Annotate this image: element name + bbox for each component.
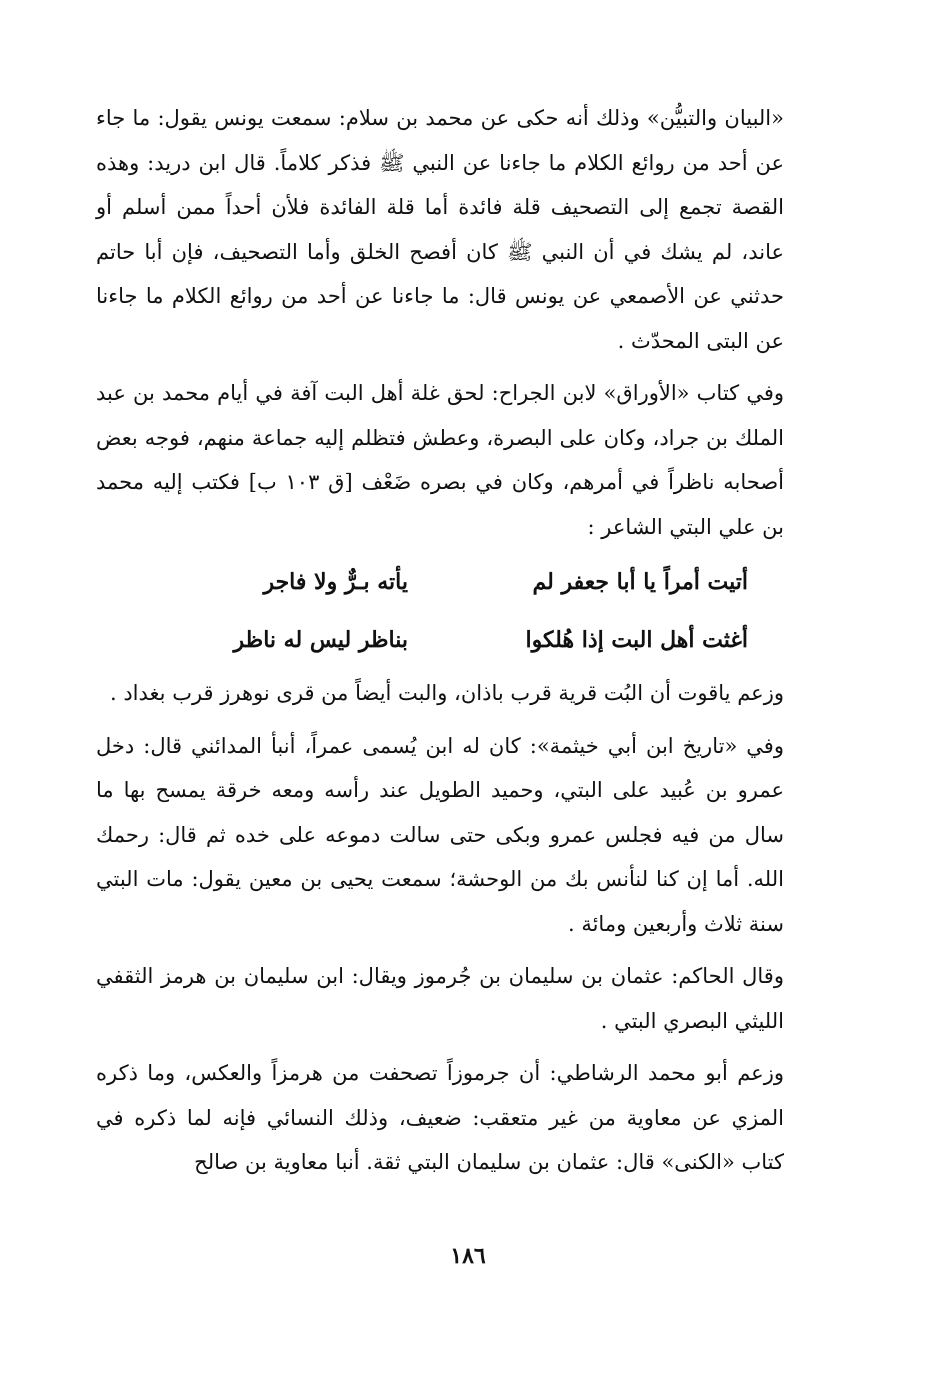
verse-1-second-hemistich: يأته بـرٌّ ولا فاجر [263,569,408,595]
verse-2-second-hemistich: بناظر ليس له ناظر [233,627,408,653]
verse-1-first-hemistich: أتيت أمراً يا أبا جعفر لم [532,569,748,595]
paragraph-bayan-tabyin: «البيان والتبيُّن» وذلك أنه حكى عن محمد بن سلام: سمعت يونس يقول: ما جاء عن أحد من روائع الكلام ما جاءنا عن النبي ﷺ فذكر كلاماً. قال ابن دريد: وهذه القصة تجمع إلى التصحيف قلة فائدة أما قلة الفائدة فلأن أحداً ممن أسلم أو عاند، لم يشك في أن النبي ﷺ كان أفصح الخلق وأما التصحيف، فإن أبا حاتم حدثني عن الأصمعي عن يونس قال: ما جاءنا عن أحد من روائع الكلام ما جاءنا عن البتى المحدّث . [96,106,784,353]
paragraph-ibn-abi-khaythama: وفي «تاريخ ابن أبي خيثمة»: كان له ابن يُسمى عمراً، أنبأ المدائني قال: دخل عمرو بن عُبيد على البتي، وحميد الطويل عند رأسه ومعه خرقة يمسح بها ما سال من فيه فجلس عمرو وبكى حتى سالت دموعه على خده ثم قال: رحمك الله. أما إن كنا لنأنس بك من الوحشة؛ سمعت يحيى بن معين يقول: مات البتي سنة ثلاث وأربعين ومائة . [96,733,784,936]
paragraph-rashati: وزعم أبو محمد الرشاطي: أن جرموزاً تصحفت من هرمزاً والعكس، وما ذكره المزي عن معاوية من غير متعقب: ضعيف، وذلك النسائي فإنه لما ذكره في كتاب «الكنى» قال: عثمان بن سليمان البتي ثقة. أنبا معاوية بن صالح [96,1061,784,1174]
poem-verse-1 [96,557,784,607]
page-number: ١٨٦ [450,1243,486,1269]
paragraph-yaqut: وزعم ياقوت أن البُت قرية قرب باذان، والبت أيضاً من قرى نوهرز قرب بغداد . [109,681,784,705]
verse-2-first-hemistich: أغثت أهل البت إذا هُلكوا [525,627,748,653]
page-body [96,96,784,1185]
paragraph-hakim: وقال الحاكم: عثمان بن سليمان بن جُرموز ويقال: ابن سليمان بن هرمز الثقفي الليثي البصري البتي . [96,964,784,1033]
paragraph-awraq: وفي كتاب «الأوراق» لابن الجراح: لحق غلة أهل البت آفة في أيام محمد بن عبد الملك بن جراد، وكان على البصرة، وعطش فتظلم إليه جماعة منهم، فوجه بعض أصحابه ناظراً في أمرهم، وكان في بصره ضَعْف [ق ١٠٣ ب] فكتب إليه محمد بن علي البتي الشاعر : [96,381,784,539]
poem-verse-2 [96,615,784,665]
